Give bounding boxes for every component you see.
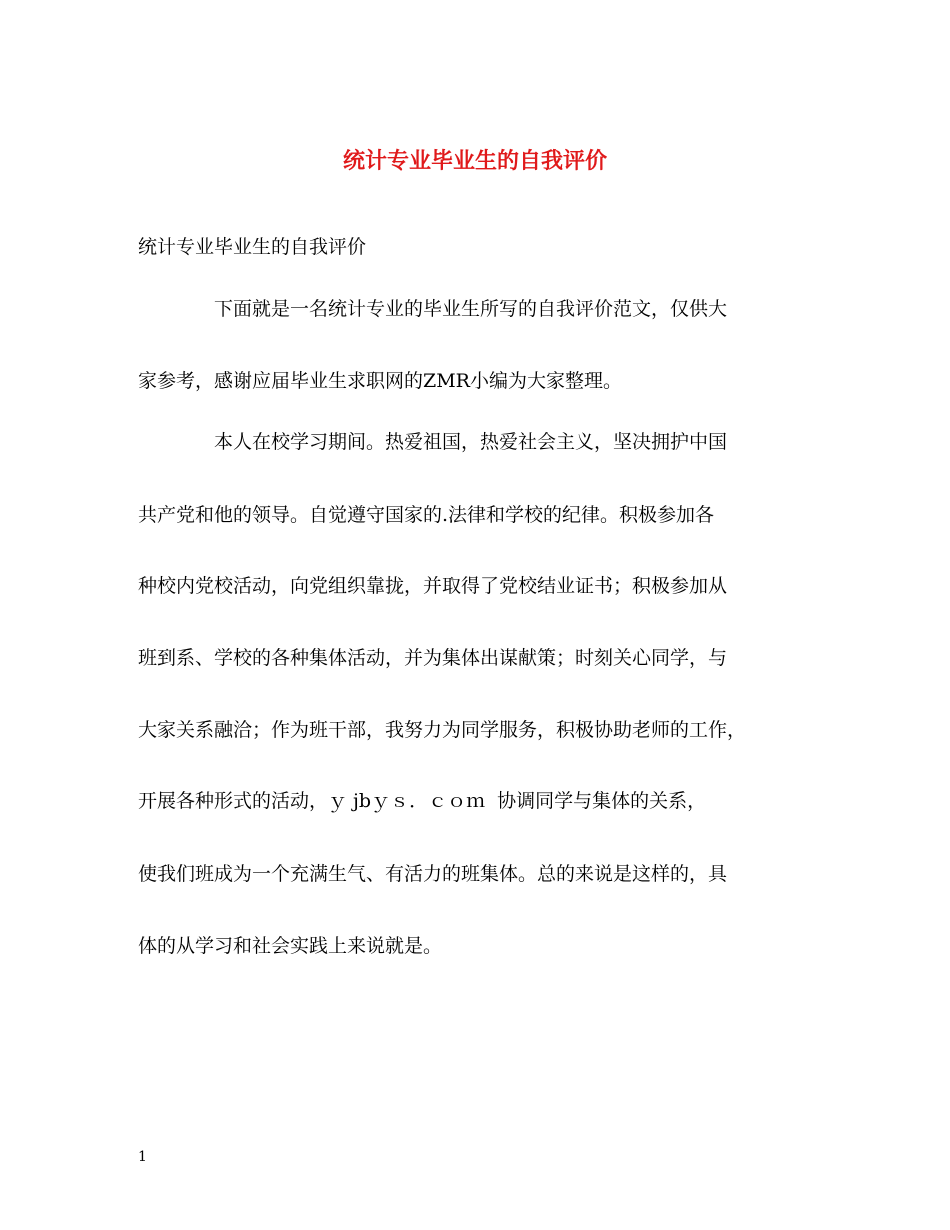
document-title: 统计专业毕业生的自我评价: [342, 148, 607, 174]
page-number: 1: [138, 1149, 147, 1165]
paragraph-line: 家参考，感谢应届毕业生求职网的ZMR小编为大家整理。: [138, 370, 622, 392]
paragraph-line: 班到系、学校的各种集体活动，并为集体出谋献策；时刻关心同学，与: [138, 647, 728, 669]
paragraph-line: 开展各种形式的活动，ｙ jbｙｓ．ｃｏｍ 协调同学与集体的关系，: [138, 790, 707, 812]
paragraph-line: 种校内党校活动，向党组织靠拢，并取得了党校结业证书；积极参加从: [138, 575, 728, 597]
paragraph-line: 大家关系融洽；作为班干部，我努力为同学服务，积极协助老师的工作，: [138, 719, 747, 741]
paragraph-line: 本人在校学习期间。热爱祖国，热爱社会主义，坚决拥护中国: [214, 431, 728, 453]
paragraph-line: 体的从学习和社会实践上来说就是。: [138, 935, 443, 957]
paragraph-line: 使我们班成为一个充满生气、有活力的班集体。总的来说是这样的，具: [138, 863, 728, 885]
paragraph-line: 共产党和他的领导。自觉遵守国家的.法律和学校的纪律。积极参加各: [138, 504, 715, 526]
paragraph-line: 下面就是一名统计专业的毕业生所写的自我评价范文，仅供大: [214, 298, 728, 320]
document-subtitle: 统计专业毕业生的自我评价: [138, 236, 367, 258]
